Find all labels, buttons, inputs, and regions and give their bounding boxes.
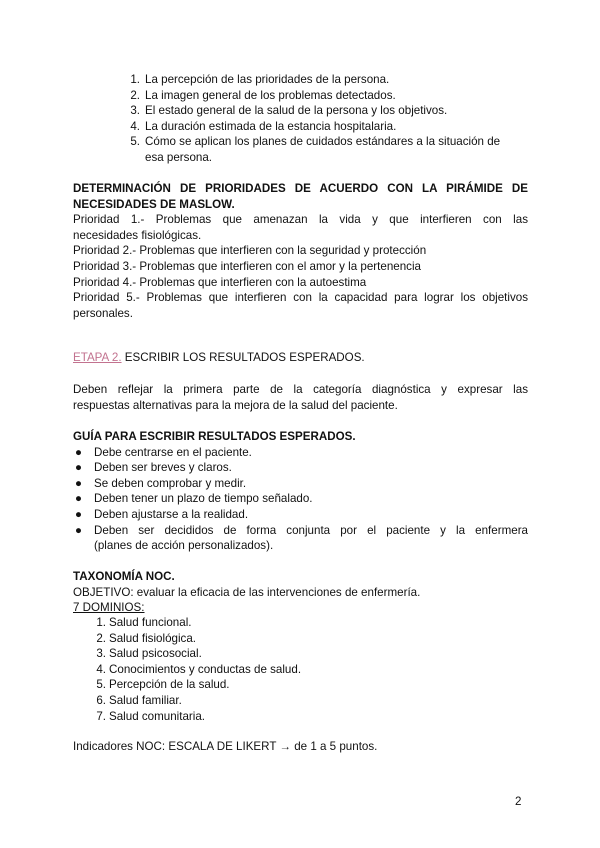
etapa-title: ETAPA 2. ESCRIBIR LOS RESULTADOS ESPERADOS. [73, 351, 365, 364]
noc-indicators-block [73, 739, 528, 755]
maslow-section [73, 181, 528, 321]
guia-section [73, 429, 528, 554]
list-item: 6. Salud familiar. [96, 693, 182, 707]
priority-2: Prioridad 2.- Problemas que interfieren con la seguridad y protección [73, 244, 427, 258]
priority-3: Prioridad 3.- Problemas que interfieren con el amor y la pertenencia [73, 259, 421, 273]
priority-5-cont: personales. [73, 306, 133, 320]
guia-list [73, 445, 528, 554]
domains-list [87, 615, 507, 724]
noc-objective: OBJETIVO: evaluar la eficacia de las intervenciones de enfermería. [73, 585, 421, 599]
list-item: 3. Salud psicosocial. [96, 647, 202, 661]
list-item: ● Deben ajustarse a la realidad. [75, 507, 249, 521]
section-heading: NECESIDADES DE MASLOW. [73, 197, 235, 211]
list-item: 1. Salud funcional. [96, 616, 192, 629]
bullet-icon: ● [75, 507, 83, 521]
page-number: 2 [515, 795, 522, 808]
bullet-icon: ● [75, 523, 83, 537]
list-item: 3. El estado general de la salud de la persona y los objetivos. [130, 104, 448, 118]
section-heading: GUÍA PARA ESCRIBIR RESULTADOS ESPERADOS. [73, 430, 356, 443]
bullet-icon: ● [75, 461, 83, 475]
list-item: ● Se deben comprobar y medir. [75, 476, 247, 490]
list-item: 1. La percepción de las prioridades de la persona. [130, 73, 390, 86]
list-item: 2. Salud fisiológica. [96, 631, 197, 645]
noc-indicators: Indicadores NOC: ESCALA DE LIKERT → de 1 a 5 puntos. [73, 740, 378, 753]
list-item: 4. Conocimientos y conductas de salud. [96, 662, 302, 676]
list-item: 5. Percepción de la salud. [96, 678, 230, 692]
list-item: 4. La duración estimada de la estancia hospitalaria. [130, 119, 397, 133]
etapa-description: Deben reflejar la primera parte de la categoría diagnóstica y expresar las respuestas alternativas para la mejora de la salud del paciente. [73, 383, 528, 412]
list-item: ● Deben ser breves y claros. [75, 461, 232, 475]
section-heading: TAXONOMÍA NOC. [73, 570, 175, 583]
list-item-continuation: (planes de acción personalizados). [94, 539, 274, 553]
noc-section [73, 569, 528, 616]
list-item-continuation: esa persona. [145, 150, 213, 164]
list-item: 7. Salud comunitaria. [96, 709, 206, 723]
priority-1-cont: necesidades fisiológicas. [73, 228, 202, 242]
bullet-icon: ● [75, 492, 83, 506]
bullet-icon: ● [75, 445, 83, 459]
etapa-section [73, 350, 528, 366]
intro-list [124, 72, 529, 166]
list-item: ● Debe centrarse en el paciente. [75, 445, 252, 459]
list-item: 5. Cómo se aplican los planes de cuidados estándares a la situación de [130, 135, 501, 149]
priority-1: Prioridad 1.- Problemas que amenazan la vida y que interfieren con las [73, 213, 528, 227]
priority-5: Prioridad 5.- Problemas que interfieren con la capacidad para lograr los objetivos [73, 291, 528, 305]
list-item: ● Deben ser decididos de forma conjunta por el paciente y la enfermera [75, 523, 528, 537]
bullet-icon: ● [75, 476, 83, 490]
domains-heading: 7 DOMINIOS: [73, 601, 145, 615]
etapa-link[interactable]: ETAPA 2. [73, 351, 122, 364]
list-item: ● Deben tener un plazo de tiempo señalado. [75, 492, 313, 506]
priority-4: Prioridad 4.- Problemas que interfieren con la autoestima [73, 275, 367, 289]
list-item: 2. La imagen general de los problemas detectados. [130, 88, 396, 102]
section-heading: DETERMINACIÓN DE PRIORIDADES DE ACUERDO CON LA PIRÁMIDE DE [73, 182, 528, 195]
